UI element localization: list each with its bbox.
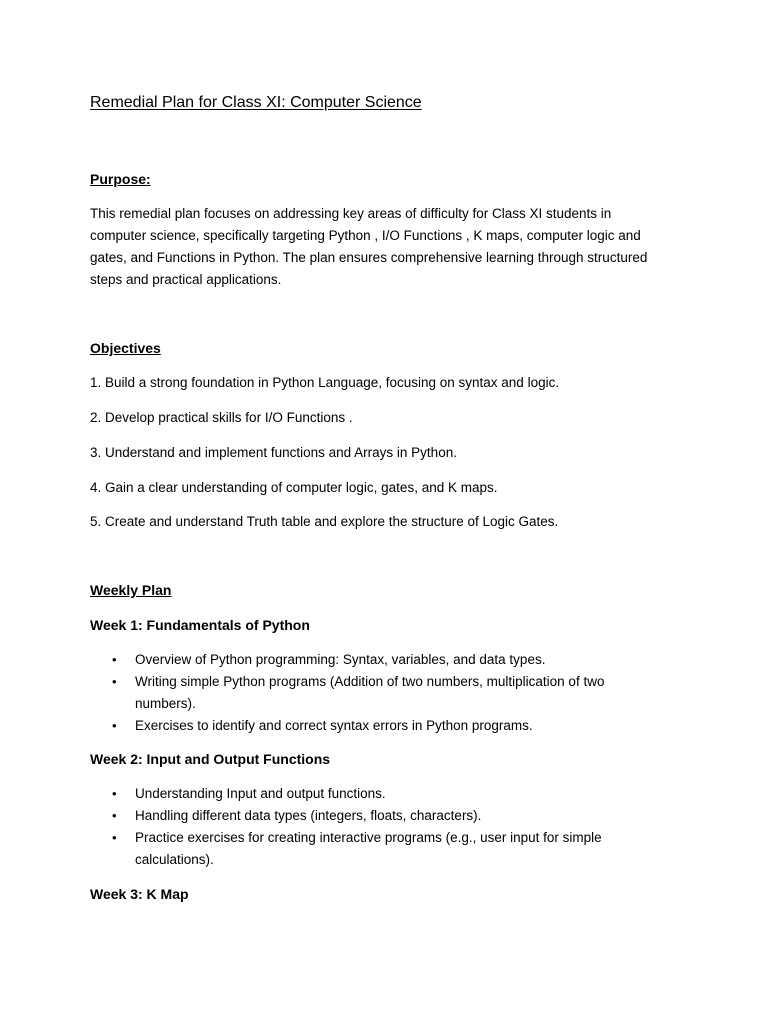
bullet-icon: • [112,786,117,801]
bullet-icon: • [112,808,117,823]
bullet-icon: • [112,718,117,733]
purpose-text: This remedial plan focuses on addressing key areas of difficulty for Class XI students in computer science, specifically targeting Python , I/O Functions , K maps, computer logic and gates, and Functions in Python. The plan ensures comprehensive learning through structured steps and practical applications. [90,206,648,287]
week-1-list [90,649,650,737]
list-item: • Exercises to identify and correct syntax errors in Python programs. [90,715,650,737]
objectives-heading: Objectives [90,340,161,356]
list-item: • Writing simple Python programs (Addition of two numbers, multiplication of two numbers). [90,671,650,715]
list-item: • Handling different data types (integers, floats, characters). [90,805,650,827]
purpose-heading: Purpose: [90,171,151,187]
list-item: • Practice exercises for creating interactive programs (e.g., user input for simple calculations). [90,827,650,871]
objective-item-5: 5. Create and understand Truth table and explore the structure of Logic Gates. [90,514,559,529]
weekly-plan-heading: Weekly Plan [90,582,172,598]
bullet-icon: • [112,830,117,845]
bullet-icon: • [112,674,117,689]
objective-item-4: 4. Gain a clear understanding of computer logic, gates, and K maps. [90,480,498,495]
bullet-icon: • [112,652,117,667]
objective-item-3: 3. Understand and implement functions and Arrays in Python. [90,445,457,460]
list-item: • Understanding Input and output functions. [90,783,650,805]
week-3-title: Week 3: K Map [90,886,189,902]
week-1-title: Week 1: Fundamentals of Python [90,617,310,633]
document-title: Remedial Plan for Class XI: Computer Science [90,94,422,111]
list-item: • Overview of Python programming: Syntax, variables, and data types. [90,649,650,671]
week-2-list [90,783,650,871]
objective-item-2: 2. Develop practical skills for I/O Functions . [90,410,353,425]
week-2-title: Week 2: Input and Output Functions [90,751,331,767]
objective-item-1: 1. Build a strong foundation in Python Language, focusing on syntax and logic. [90,375,560,390]
